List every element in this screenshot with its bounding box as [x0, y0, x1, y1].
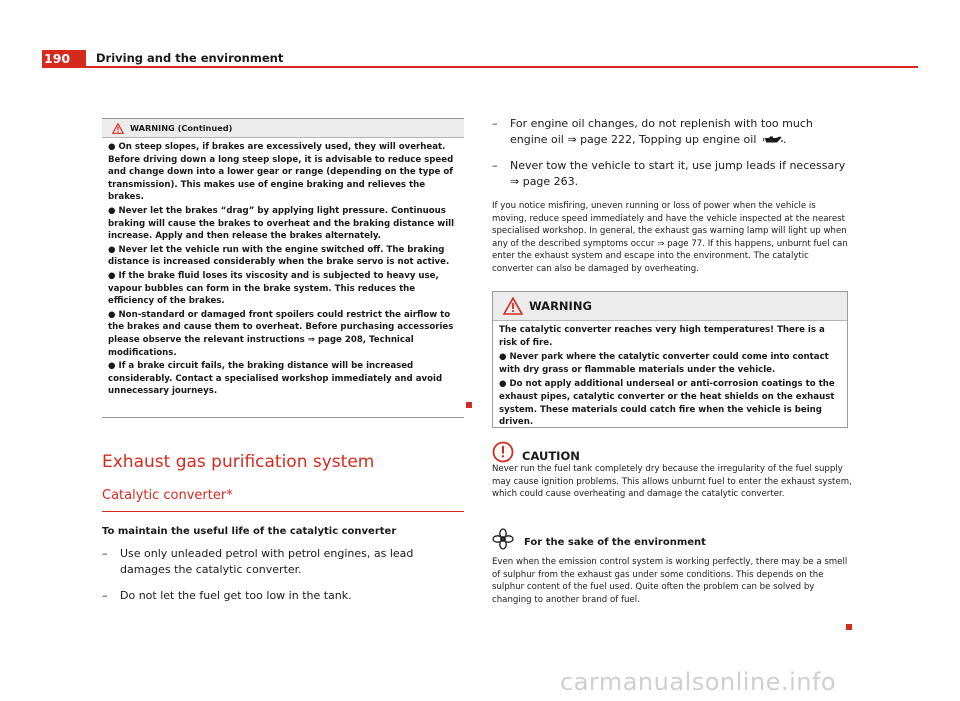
list-item: – Do not let the fuel get too low in the tank.: [102, 589, 352, 602]
right-instruction-list: [492, 116, 848, 200]
warning-item: ● Do not apply additional underseal or anti-corrosion coatings to the exhaust pipes, catalytic converter or the heat shields on the exhaust system. These materials could catch fire when the vehicle is being driven.: [499, 379, 835, 428]
environment-header: [492, 528, 706, 550]
warning-body: [493, 321, 847, 429]
caution-text: Never run the fuel tank completely dry because the irregularity of the fuel supply may cause ignition problems. This allows unburnt fuel to enter the exhaust system, which could cause overheating and damage the catalytic converter.: [492, 464, 852, 500]
warning-triangle-icon: [503, 297, 523, 315]
intro-text: To maintain the useful life of the catalytic converter: [102, 526, 397, 537]
warning-continued-box: [102, 118, 464, 418]
warning-item: ● Never park where the catalytic converter could come into contact with dry grass or flammable materials under the vehicle.: [499, 352, 829, 375]
caution-title: CAUTION: [522, 449, 580, 463]
section-title: Exhaust gas purification system: [102, 452, 375, 472]
warning-item: ● If a brake circuit fails, the braking distance will be increased considerably. Contact a specialised workshop immediately and avoid unnecessary journeys.: [108, 361, 443, 397]
misfiring-paragraph: If you notice misfiring, uneven running or loss of power when the vehicle is moving, reduce speed immediately and have the vehicle inspected at the nearest specialised workshop. In general, the exhaust gas warning lamp will light up when any of the described symptoms occur ⇒ page 77. If this happens, unburnt fuel can enter the exhaust system and escape into the environment. The catalytic converter can also be damaged by overheating.: [492, 201, 848, 274]
left-instruction-list: [102, 546, 464, 615]
warning-item: ● Non-standard or damaged front spoilers could restrict the airflow to the brakes and cause them to overheat. Before purchasing accessories please observe the relevant instructions ⇒ page 208, Technical modifications.: [108, 309, 454, 358]
warning-header: [493, 292, 847, 321]
subsection-title: Catalytic converter*: [102, 488, 233, 503]
warning-item: ● On steep slopes, if brakes are excessively used, they will overheat. Before driving down a long steep slope, it is advisable to reduce speed and change down into a lower gear or range (depending on the type of transmission). This makes use of engine braking and relieves the brakes.: [108, 142, 454, 203]
warning-continued-title: WARNING (Continued): [130, 123, 233, 133]
warning-item: ● If the brake fluid loses its viscosity and is subjected to heavy use, vapour bubbles can form in the brake system. This reduces the efficiency of the brakes.: [108, 270, 439, 307]
page-number: 190: [42, 50, 86, 68]
running-title: Driving and the environment: [96, 51, 284, 65]
warning-continued-body: [102, 138, 464, 398]
header-rule: [86, 66, 918, 68]
oil-can-icon: [763, 135, 783, 144]
environment-title: For the sake of the environment: [524, 536, 706, 548]
warning-item: ● Never let the brakes “drag” by applying light pressure. Continuous braking will cause the brakes to overheat and the braking distance will increase. Apply and then release the brakes alternately.: [108, 205, 455, 242]
flower-environment-icon: [492, 528, 514, 550]
warning-triangle-icon: [112, 123, 124, 134]
caution-header: [492, 441, 580, 463]
list-item: – Never tow the vehicle to start it, use jump leads if necessary ⇒ page 263.: [492, 159, 846, 188]
section-end-marker: [846, 624, 852, 630]
caution-exclamation-icon: [492, 441, 514, 463]
warning-box: [492, 291, 848, 428]
section-end-marker: [466, 402, 472, 408]
warning-lead: The catalytic converter reaches very high temperatures! There is a risk of fire.: [499, 325, 825, 348]
subsection-rule: [102, 511, 464, 512]
warning-title: WARNING: [529, 299, 592, 313]
warning-continued-header: [102, 119, 464, 138]
list-item: – For engine oil changes, do not replenish with too much engine oil ⇒ page 222, Topping up engine oil .: [492, 117, 813, 146]
watermark: carmanualsonline.info: [560, 668, 837, 696]
environment-text: Even when the emission control system is working perfectly, there may be a smell of sulphur from the exhaust gas under some conditions. This depends on the sulphur content of the fuel used. Quite often the problem can be solved by changing to another brand of fuel.: [492, 557, 848, 605]
warning-item: ● Never let the vehicle run with the engine switched off. The braking distance is increased considerably when the brake servo is not active.: [108, 244, 450, 268]
list-item: – Use only unleaded petrol with petrol engines, as lead damages the catalytic converter.: [102, 547, 414, 576]
